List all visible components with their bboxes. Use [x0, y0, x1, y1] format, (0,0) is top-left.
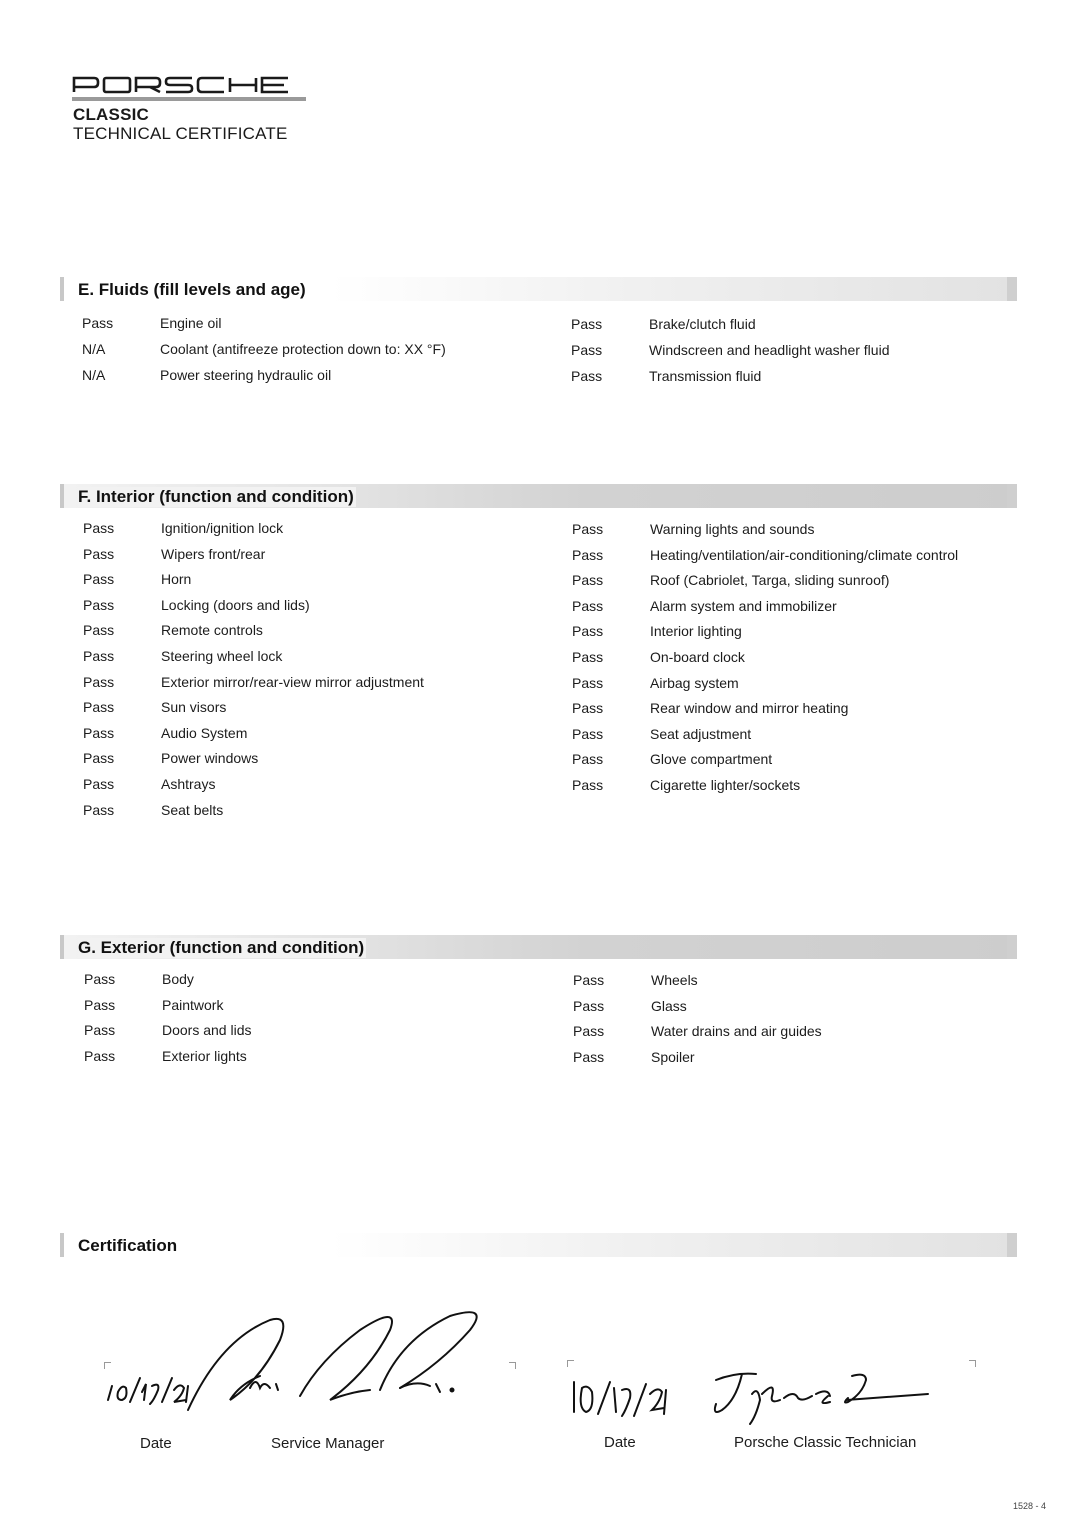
item-label: Wipers front/rear — [161, 545, 266, 562]
status-value: Pass — [83, 545, 115, 562]
technician-role-label: Porsche Classic Technician — [734, 1434, 917, 1451]
status-value: Pass — [572, 725, 604, 742]
item-label: Glass — [651, 997, 687, 1014]
manager-date-label: Date — [140, 1435, 172, 1452]
status-value: Pass — [572, 777, 604, 793]
status-value: Pass — [84, 1022, 116, 1039]
item-label: Exterior mirror/rear-view mirror adjustment — [161, 673, 424, 690]
item-label: Spoiler — [651, 1048, 695, 1065]
status-value: Pass — [83, 750, 115, 767]
status-value: Pass — [83, 673, 115, 690]
item-label: Remote controls — [161, 622, 263, 639]
item-label: Ashtrays — [161, 776, 216, 792]
status-value: Pass — [83, 571, 115, 588]
section-title: G. Exterior (function and condition) — [78, 938, 365, 957]
item-label: Exterior lights — [162, 1047, 247, 1064]
technician-date-label: Date — [604, 1434, 636, 1451]
status-value: Pass — [83, 596, 115, 613]
item-label: Ignition/ignition lock — [161, 520, 284, 536]
status-value: Pass — [571, 316, 603, 332]
item-label: Brake/clutch fluid — [649, 316, 756, 332]
item-label: Heating/ventilation/air-conditioning/climate control — [650, 546, 959, 563]
porsche-logo — [72, 70, 306, 100]
item-label: Seat adjustment — [650, 725, 752, 742]
item-label: Windscreen and headlight washer fluid — [649, 342, 890, 358]
item-label: Body — [162, 971, 194, 987]
section-header-interior — [60, 484, 1017, 508]
status-value: Pass — [573, 972, 605, 988]
section-title: F. Interior (function and condition) — [78, 487, 354, 506]
status-value: Pass — [572, 572, 604, 589]
item-label: On-board clock — [650, 649, 745, 665]
technician-signature — [566, 1360, 946, 1430]
section-header-fluids — [60, 277, 1017, 301]
status-value: Pass — [571, 368, 603, 384]
status-value: Pass — [84, 1047, 116, 1064]
page-code: 1528 - 4 — [1012, 1501, 1046, 1511]
status-value: Pass — [571, 342, 603, 358]
status-value: Pass — [82, 315, 114, 331]
item-label: Engine oil — [160, 315, 222, 331]
item-label: Power windows — [161, 750, 259, 767]
status-value: Pass — [572, 751, 604, 768]
manager-role-label: Service Manager — [271, 1435, 385, 1452]
item-label: Cigarette lighter/sockets — [650, 777, 801, 793]
item-label: Water drains and air guides — [651, 1023, 822, 1040]
status-value: Pass — [83, 776, 115, 792]
section-title: E. Fluids (fill levels and age) — [78, 280, 306, 299]
header-subtitle-classic: CLASSIC — [73, 105, 150, 124]
status-value: Pass — [83, 724, 115, 741]
item-label: Warning lights and sounds — [650, 521, 815, 537]
item-label: Alarm system and immobilizer — [650, 597, 837, 614]
status-value: Pass — [572, 700, 604, 717]
item-label: Coolant (antifreeze protection down to: XX °F) — [160, 341, 446, 357]
item-label: Seat belts — [161, 801, 224, 818]
status-value: Pass — [83, 622, 115, 639]
item-label: Wheels — [651, 972, 698, 988]
section-header-certification — [60, 1233, 1017, 1257]
status-value: Pass — [84, 996, 116, 1013]
item-label: Interior lighting — [650, 623, 742, 640]
item-label: Paintwork — [162, 996, 224, 1013]
logo-underline — [72, 97, 306, 101]
status-value: N/A — [82, 367, 106, 383]
item-label: Glove compartment — [650, 751, 773, 768]
item-label: Power steering hydraulic oil — [160, 367, 332, 383]
status-value: Pass — [83, 699, 115, 716]
item-label: Doors and lids — [162, 1022, 252, 1039]
status-value: Pass — [572, 649, 604, 665]
item-label: Steering wheel lock — [161, 648, 283, 664]
status-value: Pass — [84, 971, 116, 987]
status-value: Pass — [572, 597, 604, 614]
item-label: Locking (doors and lids) — [161, 596, 310, 613]
status-value: Pass — [83, 648, 115, 664]
status-value: N/A — [82, 341, 106, 357]
item-label: Airbag system — [650, 674, 739, 691]
item-label: Audio System — [161, 724, 248, 741]
section-header-exterior — [60, 935, 1017, 959]
status-value: Pass — [83, 801, 115, 818]
item-label: Horn — [161, 571, 192, 588]
manager-signature — [100, 1300, 500, 1420]
item-label: Rear window and mirror heating — [650, 700, 849, 717]
header-subtitle-certificate: TECHNICAL CERTIFICATE — [73, 124, 288, 143]
status-value: Pass — [572, 521, 604, 537]
status-value: Pass — [572, 674, 604, 691]
section-title: Certification — [78, 1236, 178, 1255]
item-label: Sun visors — [161, 699, 227, 716]
item-label: Roof (Cabriolet, Targa, sliding sunroof) — [650, 572, 890, 589]
status-value: Pass — [83, 520, 115, 536]
status-value: Pass — [572, 623, 604, 640]
item-label: Transmission fluid — [649, 368, 762, 384]
status-value: Pass — [573, 997, 605, 1014]
status-value: Pass — [573, 1048, 605, 1065]
status-value: Pass — [572, 546, 604, 563]
status-value: Pass — [573, 1023, 605, 1040]
